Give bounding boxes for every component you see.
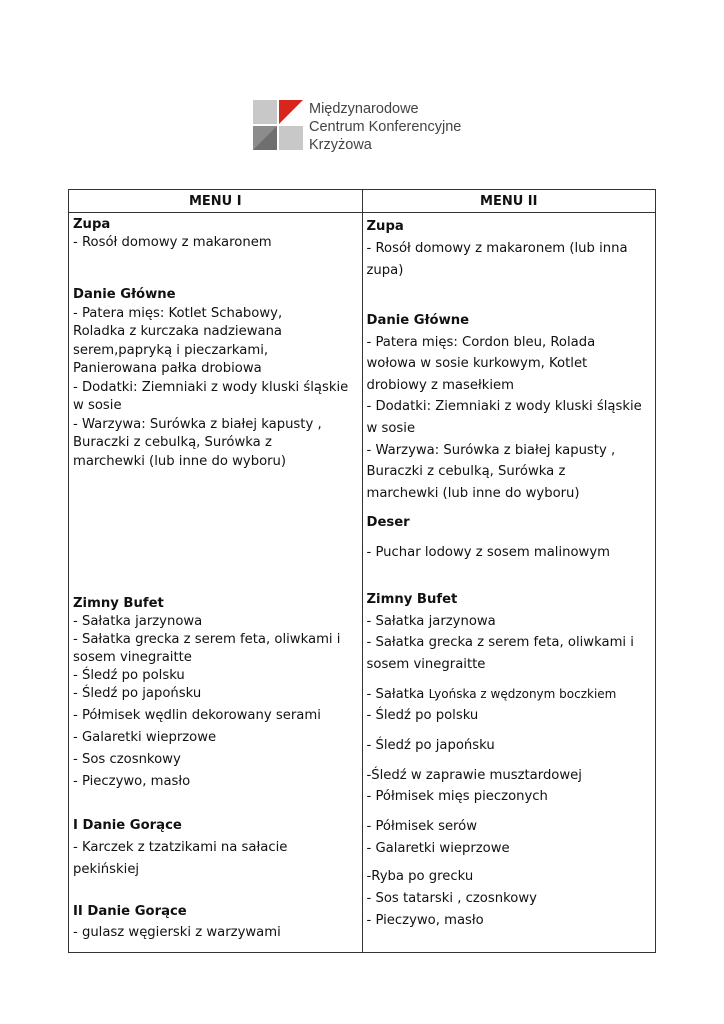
menu-table bbox=[68, 189, 656, 953]
menu-1-column bbox=[69, 213, 363, 953]
lyonska-rest: Lyońska z wędzonym boczkiem bbox=[428, 687, 617, 702]
list-item bbox=[367, 684, 652, 705]
list-item: sosem vinegraitte bbox=[366, 656, 486, 672]
list-item: drobiowy z masełkiem bbox=[366, 377, 514, 393]
list-item: pekińskiej bbox=[73, 862, 140, 877]
logo-line-2: Centrum Konferencyjne bbox=[309, 119, 462, 135]
logo-mark-icon bbox=[253, 100, 303, 150]
menu-2-danie-title: Danie Główne bbox=[366, 313, 470, 328]
list-item: - gulasz węgierski z warzywami bbox=[73, 925, 281, 940]
menu-1-bufet-title: Zimny Bufet bbox=[73, 596, 164, 611]
menu-2-header: MENU II bbox=[362, 190, 656, 213]
menu-2-column bbox=[362, 213, 656, 953]
list-item: - Pieczywo, masło bbox=[73, 774, 191, 789]
menu-header-row bbox=[69, 190, 656, 213]
list-item: - Galaretki wieprzowe bbox=[366, 840, 510, 856]
menu-1-goraca-2-title: II Danie Gorące bbox=[73, 904, 187, 919]
list-item: - Karczek z tzatzikami na sałacie bbox=[73, 840, 288, 855]
logo-line-1: Międzynarodowe bbox=[309, 101, 419, 117]
list-item: - Sos czosnkowy bbox=[73, 752, 181, 767]
list-item: - Półmisek mięs pieczonych bbox=[366, 789, 548, 805]
menu-2-bufet-title: Zimny Bufet bbox=[366, 592, 458, 608]
list-item: - Sałatka jarzynowa bbox=[73, 614, 203, 629]
list-item: -Śledź w zaprawie musztardowej bbox=[366, 768, 582, 784]
list-item: - Patera mięs: Cordon bleu, Rolada bbox=[366, 334, 596, 350]
list-item: Roladka z kurczaka nadziewana bbox=[73, 324, 283, 339]
list-item: Buraczki z cebulką, Surówka z bbox=[73, 435, 272, 450]
list-item: - Śledź po japońsku bbox=[366, 738, 495, 754]
list-item: marchewki (lub inne do wyboru) bbox=[366, 485, 580, 501]
lyonska-prefix: - Sałatka bbox=[366, 687, 429, 703]
list-item: - Śledź po japońsku bbox=[73, 686, 202, 701]
list-item: - Śledź po polsku bbox=[366, 708, 479, 724]
menu-content-row bbox=[69, 213, 656, 953]
menu-1-zupa-title: Zupa bbox=[73, 217, 111, 232]
list-item: - Sałatka jarzynowa bbox=[366, 613, 496, 629]
list-item: - Warzywa: Surówka z białej kapusty , bbox=[366, 442, 616, 458]
logo-name bbox=[309, 100, 461, 154]
list-item: - Warzywa: Surówka z białej kapusty , bbox=[73, 416, 322, 432]
list-item: marchewki (lub inne do wyboru) bbox=[73, 453, 287, 469]
list-item: - Patera mięs: Kotlet Schabowy, bbox=[73, 305, 283, 321]
list-item: - Półmisek serów bbox=[366, 819, 478, 835]
list-item: - Galaretki wieprzowe bbox=[73, 730, 217, 745]
list-item: - Pieczywo, masło bbox=[366, 913, 484, 929]
menu-1-goraca-1-title: I Danie Gorące bbox=[73, 818, 182, 833]
menu-1-danie-title: Danie Główne bbox=[73, 287, 176, 302]
menu-2-deser-title: Deser bbox=[366, 515, 410, 531]
menu-1-header: MENU I bbox=[69, 190, 363, 213]
list-item: - Sałatka grecka z serem feta, oliwkami i bbox=[73, 632, 341, 647]
list-item: - Rosół domowy z makaronem (lub inna bbox=[366, 241, 628, 256]
list-item: serem,papryką i pieczarkami, bbox=[73, 342, 269, 358]
list-item: - Sos tatarski , czosnkowy bbox=[366, 891, 537, 907]
list-item: - Sałatka grecka z serem feta, oliwkami i bbox=[366, 635, 634, 651]
menu-2-zupa-title: Zupa bbox=[366, 219, 404, 234]
menu-1-zupa-item: - Rosół domowy z makaronem bbox=[73, 235, 272, 250]
list-item: Buraczki z cebulką, Surówka z bbox=[366, 464, 566, 480]
list-item: Panierowana pałka drobiowa bbox=[73, 361, 262, 376]
list-item: wołowa w sosie kurkowym, Kotlet bbox=[366, 356, 588, 372]
list-item: -Ryba po grecku bbox=[366, 869, 474, 885]
list-item: w sosie bbox=[73, 398, 122, 413]
list-item: - Śledź po polsku bbox=[73, 668, 185, 683]
list-item: zupa) bbox=[366, 263, 404, 278]
list-item: - Półmisek wędlin dekorowany serami bbox=[73, 708, 321, 723]
list-item: w sosie bbox=[366, 420, 416, 436]
logo-line-3: Krzyżowa bbox=[309, 137, 372, 153]
list-item: - Dodatki: Ziemniaki z wody kluski śląskie bbox=[366, 399, 642, 415]
list-item: - Puchar lodowy z sosem malinowym bbox=[366, 545, 610, 561]
list-item: - Dodatki: Ziemniaki z wody kluski śląskie bbox=[73, 379, 349, 395]
list-item: sosem vinegraitte bbox=[73, 650, 192, 665]
